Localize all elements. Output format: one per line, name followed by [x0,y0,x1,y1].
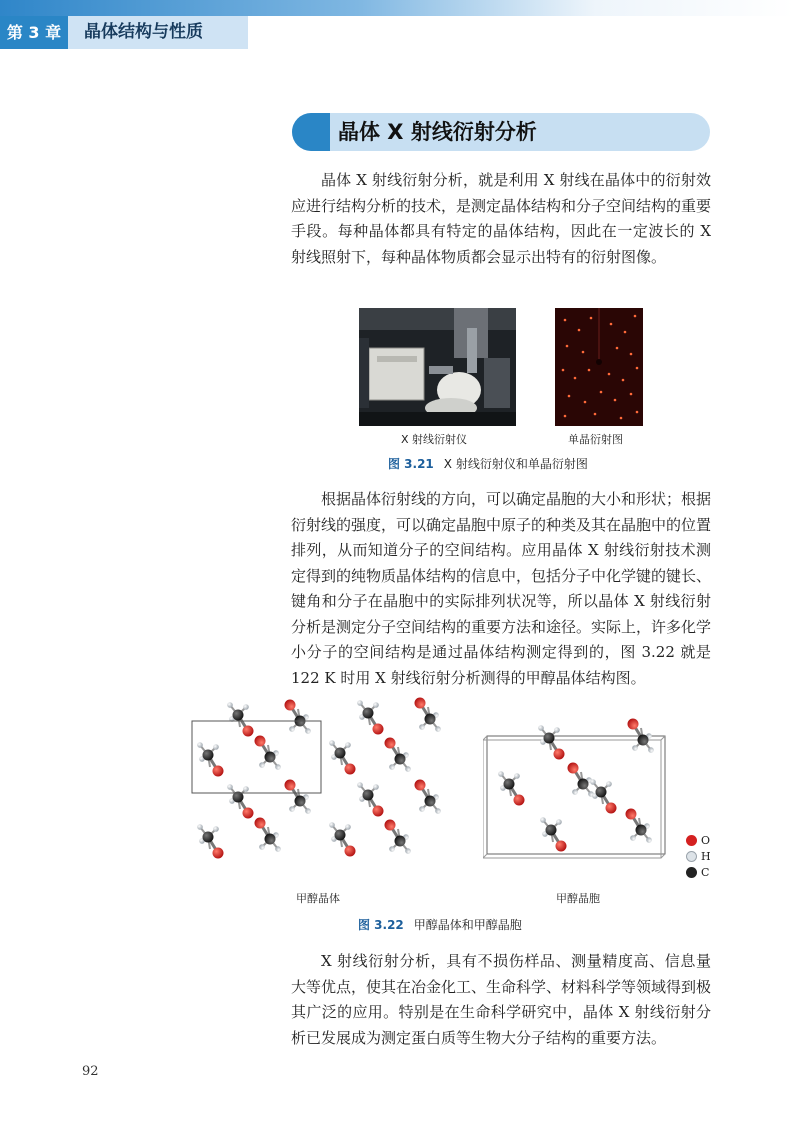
hydrogen-dot-icon [686,851,697,862]
diffractometer-label: X 射线衍射仪 [401,433,468,446]
diffraction-pattern-photo [555,308,643,426]
legend-carbon [686,866,709,879]
legend-oxygen-label: O [701,834,711,847]
diffractometer-photo [359,308,516,426]
section-heading-accent [292,113,330,151]
legend-hydrogen-label: H [701,850,711,863]
paragraph-3: X 射线衍射分析，具有不损伤样品、测量精度高、信息量大等优点，使其在冶金化工、生命科学、材料科学等领域得到极其广泛的应用。特别是在生命科学研究中，晶体 X 射线衍射分析已发展成为测定蛋白质等生物大分子结构的重要方法。 [291,952,712,1047]
methanol-unit-cell-diagram [483,712,673,864]
methanol-crystal-diagram [190,697,450,879]
methanol-unit-cell-label: 甲醇晶胞 [556,892,600,905]
legend-hydrogen [686,850,711,863]
top-color-band [0,0,794,16]
figure-3-22-text: 甲醇晶体和甲醇晶胞 [413,918,522,932]
page-number: 92 [82,1064,99,1079]
oxygen-dot-icon [686,835,697,846]
chapter-number: 第 3 章 [0,16,68,49]
paragraph-1: 晶体 X 射线衍射分析，就是利用 X 射线在晶体中的衍射效应进行结构分析的技术，是测定晶体结构和分子空间结构的重要手段。每种晶体都具有特定的晶体结构，因此在一定波长的 X 射线照射下，每种晶体物质都会显示出特有的衍射图像。 [291,171,712,266]
methanol-crystal-label: 甲醇晶体 [296,892,340,905]
figure-3-22-number: 图 3.22 [358,918,404,932]
figure-3-22-caption [358,916,522,933]
carbon-dot-icon [686,867,697,878]
chapter-title: 晶体结构与性质 [68,16,248,49]
section-heading [292,113,710,151]
diffraction-pattern-label: 单晶衍射图 [568,433,623,446]
legend-oxygen [686,834,710,847]
figure-3-21-number: 图 3.21 [388,457,434,471]
figure-3-21-text: X 射线衍射仪和单晶衍射图 [443,457,588,471]
legend-carbon-label: C [701,866,710,879]
chapter-header [0,16,248,49]
section-title: 晶体 X 射线衍射分析 [338,120,537,144]
figure-3-21-caption [388,455,588,472]
paragraph-2: 根据晶体衍射线的方向，可以确定晶胞的大小和形状；根据衍射线的强度，可以确定晶胞中原子的种类及其在晶胞中的位置排列，从而知道分子的空间结构。应用晶体 X 射线衍射技术测定得到的纯物质晶体结构的信息中，包括分子中化学键的键长、键角和分子在晶胞中的实际排列状况等，所以晶体 X 射线衍射分析是测定分子空间结构的重要方法和途径。实际上，许多化学小分子的空间结构是通过晶体结构测定得到的，图 3.22 就是 122 K 时用 X 射线衍射分析测得的甲醇晶体结构图。 [291,490,712,687]
